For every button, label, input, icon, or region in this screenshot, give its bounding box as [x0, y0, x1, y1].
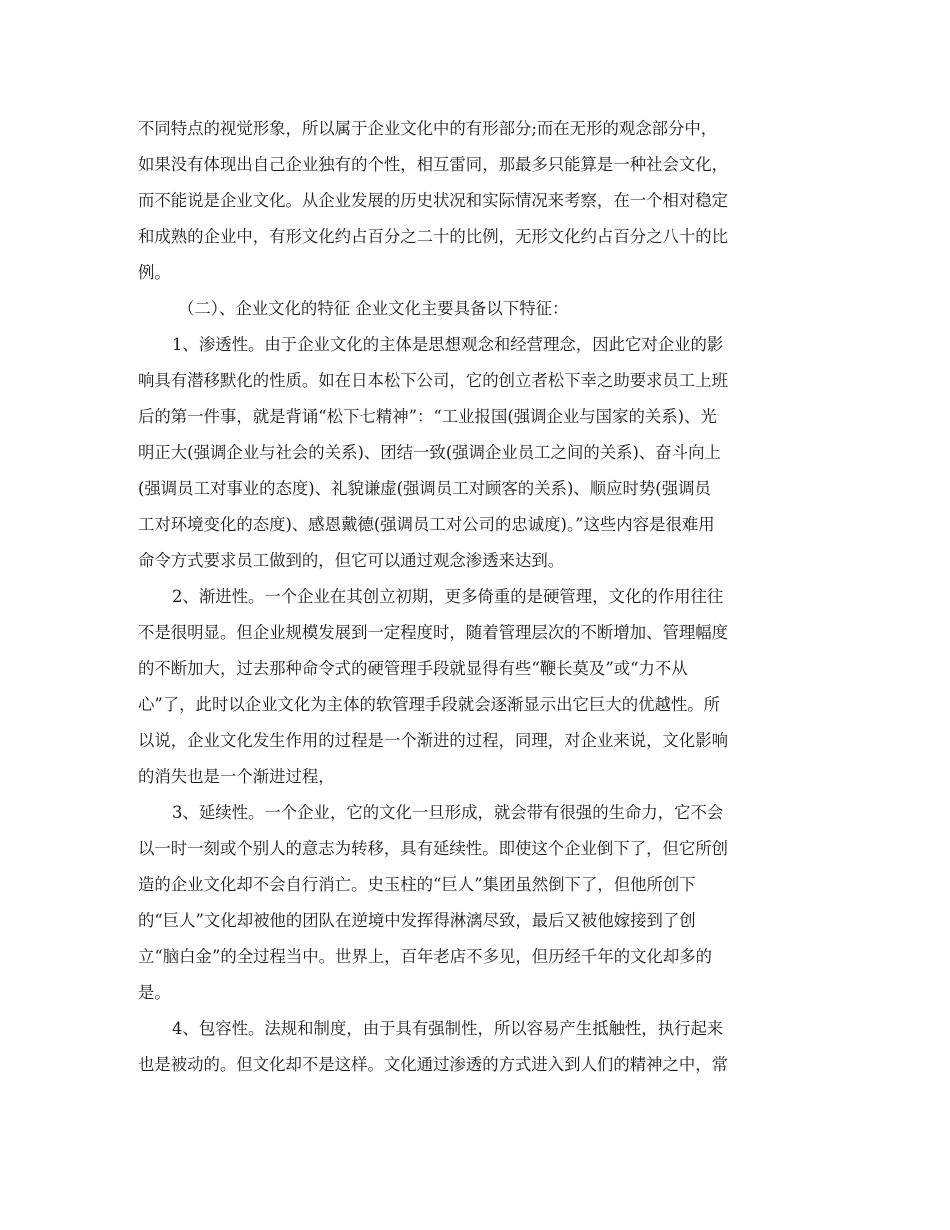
text-line: 不是很明显。但企业规模发展到一定程度时，随着管理层次的不断增加、管理幅度	[138, 623, 729, 642]
text-line: 也是被动的。但文化却不是这样。文化通过渗透的方式进入到人们的精神之中，常	[138, 1055, 729, 1074]
text-line: 是。	[138, 983, 171, 1002]
text-line: 例。	[138, 263, 171, 282]
text-line: 以一时一刻或个别人的意志为转移，具有延续性。即使这个企业倒下了，但它所创	[138, 839, 729, 858]
text-line: 立“脑白金”的全过程当中。世界上，百年老店不多见，但历经千年的文化却多的	[138, 947, 713, 966]
text-line: 和成熟的企业中，有形文化约占百分之二十的比例，无形文化约占百分之八十的比	[138, 227, 729, 246]
text-line: 后的第一件事，就是背诵“松下七精神”：“工业报国(强调企业与国家的关系)、光	[138, 407, 717, 426]
paragraph-start: 2、渐进性。一个企业在其创立初期，更多倚重的是硬管理，文化的作用往往	[172, 587, 724, 606]
text-line: (强调员工对事业的态度)、礼貌谦虚(强调员工对顾客的关系)、顺应时势(强调员	[138, 479, 711, 498]
section-heading: （二）、企业文化的特征 企业文化主要具备以下特征：	[178, 299, 569, 318]
paragraph-start: 3、延续性。一个企业，它的文化一旦形成，就会带有很强的生命力，它不会	[172, 803, 724, 822]
text-line: 的不断加大，过去那种命令式的硬管理手段就显得有些“鞭长莫及”或“力不从	[138, 659, 688, 678]
text-line: 响具有潜移默化的性质。如在日本松下公司，它的创立者松下幸之助要求员工上班	[138, 371, 729, 390]
paragraph-start: 4、包容性。法规和制度，由于具有强制性，所以容易产生抵触性，执行起来	[172, 1019, 724, 1038]
text-line: 造的企业文化却不会自行消亡。史玉柱的“巨人”集团虽然倒下了，但他所创下	[138, 875, 696, 894]
text-line: 心”了，此时以企业文化为主体的软管理手段就会逐渐显示出它巨大的优越性。所	[138, 695, 721, 714]
text-line: 的消失也是一个渐进过程，	[138, 767, 335, 786]
paragraph-start: 1、渗透性。由于企业文化的主体是思想观念和经营理念，因此它对企业的影	[172, 335, 724, 354]
text-line: 以说，企业文化发生作用的过程是一个渐进的过程，同理，对企业来说，文化影响	[138, 731, 729, 750]
text-line: 的“巨人”文化却被他的团队在逆境中发挥得淋漓尽致，最后又被他嫁接到了创	[138, 911, 696, 930]
text-line: 工对环境变化的态度)、感恩戴德(强调员工对公司的忠诚度)。”这些内容是很难用	[138, 515, 715, 534]
text-line: 如果没有体现出自己企业独有的个性，相互雷同，那最多只能算是一种社会文化，	[138, 155, 729, 174]
text-line: 命令方式要求员工做到的，但它可以通过观念渗透来达到。	[138, 551, 565, 570]
text-line: 明正大(强调企业与社会的关系)、团结一致(强调企业员工之间的关系)、奋斗向上	[138, 443, 721, 462]
text-line: 不同特点的视觉形象，所以属于企业文化中的有形部分;而在无形的观念部分中，	[138, 119, 718, 138]
text-line: 而不能说是企业文化。从企业发展的历史状况和实际情况来考察，在一个相对稳定	[138, 191, 729, 210]
